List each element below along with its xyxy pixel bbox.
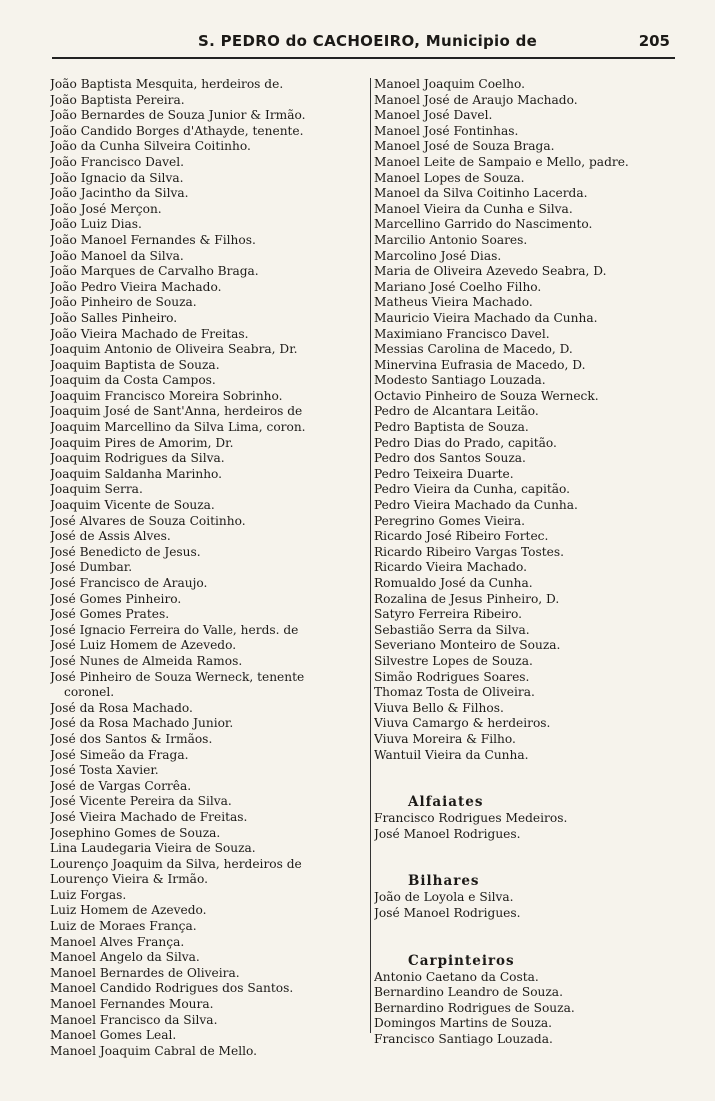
- directory-entry: Joaquim Francisco Moreira Sobrinho.: [50, 388, 283, 403]
- directory-entry: Joaquim Baptista de Souza.: [50, 357, 220, 372]
- directory-entry: Mauricio Vieira Machado da Cunha.: [374, 310, 598, 325]
- directory-entry: Octavio Pinheiro de Souza Werneck.: [374, 388, 599, 403]
- directory-entry: Marcolino José Dias.: [374, 248, 502, 263]
- directory-entry: Maximiano Francisco Davel.: [374, 326, 550, 341]
- directory-entry: Sebastião Serra da Silva.: [374, 622, 530, 637]
- directory-entry: Joaquim da Costa Campos.: [50, 373, 216, 388]
- directory-entry: Manoel Joaquim Coelho.: [374, 77, 526, 91]
- directory-entry: João Marques de Carvalho Braga.: [50, 264, 259, 279]
- directory-entry: José Simeão da Fraga.: [50, 747, 189, 762]
- directory-entry: Minervina Eufrasia de Macedo, D.: [374, 357, 586, 372]
- directory-entry: Marcilio Antonio Soares.: [374, 232, 528, 247]
- section-spacer: [374, 842, 674, 872]
- directory-entry: Wantuil Vieira da Cunha.: [374, 747, 529, 762]
- directory-entry: Manoel José de Souza Braga.: [374, 139, 555, 154]
- directory-entry: Silvestre Lopes de Souza.: [374, 653, 533, 668]
- directory-entry: Modesto Santiago Louzada.: [374, 373, 546, 388]
- directory-entry: Manoel Candido Rodrigues dos Santos.: [50, 981, 294, 996]
- directory-entry: Matheus Vieira Machado.: [374, 295, 533, 310]
- directory-entry: Lourenço Joaquim da Silva, herdeiros de: [50, 856, 302, 871]
- directory-entry: João Manoel Fernandes & Filhos.: [50, 232, 256, 247]
- directory-entry: Lina Laudegaria Vieira de Souza.: [50, 841, 256, 856]
- section-spacer: [374, 922, 674, 952]
- section-heading: Carpinteiros: [408, 952, 515, 969]
- directory-entry: José Benedicto de Jesus.: [50, 544, 201, 559]
- directory-entry: José dos Santos & Irmãos.: [50, 731, 213, 746]
- directory-entry: Severiano Monteiro de Souza.: [374, 638, 561, 653]
- directory-entry: Viuva Moreira & Filho.: [374, 731, 516, 746]
- directory-entry: José Manoel Rodrigues.: [374, 826, 521, 841]
- directory-entry: Luiz de Moraes França.: [50, 919, 197, 934]
- directory-entry: Pedro Vieira Machado da Cunha.: [374, 498, 578, 513]
- directory-entry: Joaquim Serra.: [50, 482, 143, 497]
- directory-entry: Luiz Forgas.: [50, 887, 127, 902]
- directory-entry: Viuva Camargo & herdeiros.: [374, 716, 551, 731]
- directory-entry: Rozalina de Jesus Pinheiro, D.: [374, 591, 560, 606]
- directory-entry: Manoel José Fontinhas.: [374, 123, 519, 138]
- directory-entry: Bernardino Leandro de Souza.: [374, 985, 563, 1000]
- directory-entry: Ricardo Vieira Machado.: [374, 560, 528, 575]
- directory-entry: João Luiz Dias.: [50, 217, 142, 232]
- directory-entry: Joaquim Antonio de Oliveira Seabra, Dr.: [50, 342, 298, 357]
- directory-entry: Pedro dos Santos Souza.: [374, 451, 526, 466]
- directory-entry: Manoel Fernandes Moura.: [50, 997, 214, 1012]
- directory-entry: Francisco Santiago Louzada.: [374, 1031, 553, 1046]
- directory-entry: José Manoel Rodrigues.: [374, 905, 521, 920]
- directory-entry: Maria de Oliveira Azevedo Seabra, D.: [374, 264, 607, 279]
- directory-entry: João Salles Pinheiro.: [50, 310, 178, 325]
- directory-entry: José Gomes Pinheiro.: [50, 591, 182, 606]
- directory-entry: João Francisco Davel.: [50, 154, 185, 169]
- directory-entry: Manoel Vieira da Cunha e Silva.: [374, 201, 573, 216]
- directory-entry: João Jacintho da Silva.: [50, 186, 189, 201]
- right-column: [374, 77, 674, 1047]
- directory-entry: Pedro Vieira da Cunha, capitão.: [374, 482, 571, 497]
- directory-entry: Simão Rodrigues Soares.: [374, 669, 530, 684]
- directory-entry: João da Cunha Silveira Coitinho.: [50, 139, 251, 154]
- directory-entry: Manoel Bernardes de Oliveira.: [50, 965, 240, 980]
- directory-entry: coronel.: [64, 685, 115, 700]
- directory-entry: Peregrino Gomes Vieira.: [374, 513, 526, 528]
- directory-entry: Thomaz Tosta de Oliveira.: [374, 685, 535, 700]
- directory-entry: João Pinheiro de Souza.: [50, 295, 197, 310]
- directory-entry: Mariano José Coelho Filho.: [374, 279, 542, 294]
- directory-entry: Manoel da Silva Coitinho Lacerda.: [374, 186, 588, 201]
- header-rule: [52, 57, 675, 59]
- directory-entry: José Dumbar.: [50, 560, 133, 575]
- column-divider: [370, 78, 371, 1033]
- directory-entry: José Gomes Prates.: [50, 607, 170, 622]
- section-heading: Alfaiates: [408, 794, 484, 811]
- directory-entry: Manoel Angelo da Silva.: [50, 950, 200, 965]
- directory-entry: José da Rosa Machado.: [50, 700, 193, 715]
- directory-entry: José Francisco de Araujo.: [50, 576, 208, 590]
- directory-entry: Joaquim Pires de Amorim, Dr.: [50, 435, 234, 450]
- section-spacer: [374, 763, 674, 793]
- directory-entry: José Vicente Pereira da Silva.: [50, 794, 232, 809]
- left-column: [50, 77, 368, 1059]
- directory-entry: Manoel Francisco da Silva.: [50, 1012, 218, 1027]
- directory-entry: Manoel José Davel.: [374, 108, 493, 123]
- directory-entry: José Tosta Xavier.: [50, 763, 159, 778]
- directory-entry: João Bernardes de Souza Junior & Irmão.: [50, 108, 306, 123]
- page-header: [58, 32, 670, 54]
- directory-entry: José Ignacio Ferreira do Valle, herds. de: [50, 622, 299, 637]
- directory-entry: João Candido Borges d'Athayde, tenente.: [50, 123, 304, 138]
- directory-entry: Manoel Alves França.: [50, 934, 185, 949]
- page-title: S. PEDRO do CACHOEIRO, Municipio de: [198, 32, 538, 50]
- directory-entry: Pedro Teixeira Duarte.: [374, 466, 514, 481]
- directory-entry: Satyro Ferreira Ribeiro.: [374, 607, 522, 622]
- directory-entry: José da Rosa Machado Junior.: [50, 716, 234, 731]
- directory-entry: Antonio Caetano da Costa.: [374, 969, 539, 984]
- directory-entry: Ricardo Ribeiro Vargas Tostes.: [374, 544, 565, 559]
- page-number: 205: [638, 32, 670, 50]
- directory-entry: Joaquim José de Sant'Anna, herdeiros de: [50, 404, 303, 419]
- directory-entry: Marcellino Garrido do Nascimento.: [374, 217, 593, 232]
- directory-entry: Pedro de Alcantara Leitão.: [374, 404, 539, 419]
- directory-entry: João Baptista Mesquita, herdeiros de.: [50, 77, 284, 91]
- directory-entry: João Vieira Machado de Freitas.: [50, 326, 249, 341]
- directory-entry: Manoel Gomes Leal.: [50, 1028, 177, 1043]
- directory-entry: João José Merçon.: [50, 201, 162, 216]
- directory-entry: Francisco Rodrigues Medeiros.: [374, 811, 568, 826]
- directory-entry: José Luiz Homem de Azevedo.: [50, 638, 237, 653]
- directory-entry: Viuva Bello & Filhos.: [374, 700, 504, 715]
- directory-entry: Luiz Homem de Azevedo.: [50, 903, 207, 918]
- directory-entry: José Nunes de Almeida Ramos.: [50, 653, 243, 668]
- directory-entry: João de Loyola e Silva.: [374, 890, 514, 905]
- directory-entry: Domingos Martins de Souza.: [374, 1016, 553, 1031]
- directory-entry: Manoel Joaquim Cabral de Mello.: [50, 1043, 258, 1058]
- directory-entry: Manoel Lopes de Souza.: [374, 170, 525, 185]
- directory-entry: Joaquim Marcellino da Silva Lima, coron.: [50, 420, 306, 435]
- directory-entry: Manoel Leite de Sampaio e Mello, padre.: [374, 154, 629, 169]
- directory-entry: Bernardino Rodrigues de Souza.: [374, 1000, 575, 1015]
- directory-entry: Joaquim Saldanha Marinho.: [50, 466, 223, 481]
- directory-entry: Joaquim Rodrigues da Silva.: [50, 451, 225, 466]
- directory-entry: José de Assis Alves.: [50, 529, 171, 544]
- directory-entry: Pedro Baptista de Souza.: [374, 420, 529, 435]
- directory-entry: José Vieira Machado de Freitas.: [50, 809, 248, 824]
- directory-entry: Messias Carolina de Macedo, D.: [374, 342, 573, 357]
- directory-entry: João Baptista Pereira.: [50, 92, 185, 107]
- directory-entry: João Ignacio da Silva.: [50, 170, 184, 185]
- section-heading: Bilhares: [408, 873, 480, 890]
- directory-entry: Josephino Gomes de Souza.: [50, 825, 221, 840]
- directory-entry: Lourenço Vieira & Irmão.: [50, 872, 208, 887]
- directory-entry: Ricardo José Ribeiro Fortec.: [374, 529, 549, 544]
- directory-entry: Romualdo José da Cunha.: [374, 576, 533, 590]
- directory-entry: Manoel José de Araujo Machado.: [374, 92, 578, 107]
- directory-entry: Joaquim Vicente de Souza.: [50, 498, 215, 513]
- directory-entry: João Pedro Vieira Machado.: [50, 279, 222, 294]
- directory-entry: José de Vargas Corrêa.: [50, 778, 192, 793]
- directory-entry: João Manoel da Silva.: [50, 248, 184, 263]
- directory-entry: José Pinheiro de Souza Werneck, tenente: [50, 669, 305, 684]
- directory-entry: José Alvares de Souza Coitinho.: [50, 513, 246, 528]
- directory-entry: Pedro Dias do Prado, capitão.: [374, 435, 557, 450]
